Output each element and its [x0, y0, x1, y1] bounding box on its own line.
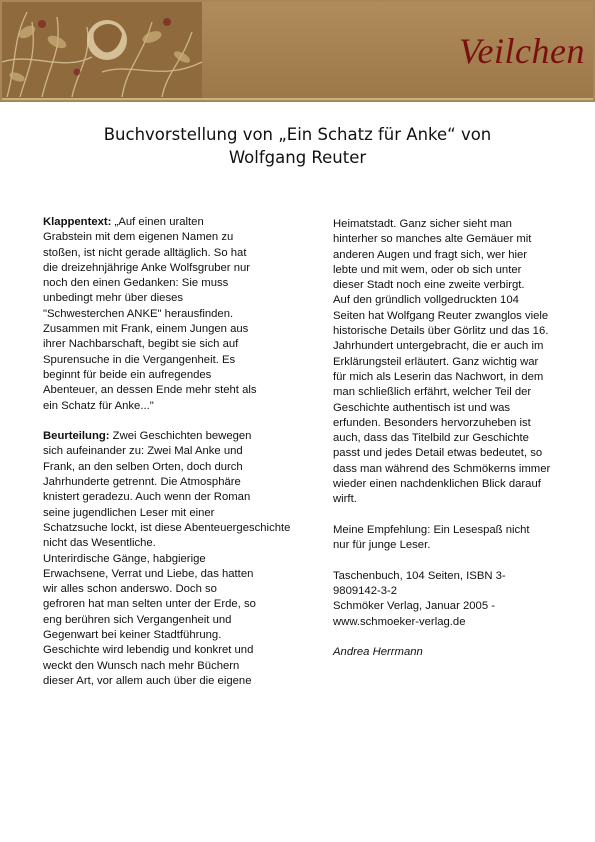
author-name: Andrea Herrmann: [333, 646, 423, 659]
review-line: wieder einen nachdenklichen Blick darauf: [333, 478, 541, 491]
klappentext-line: ein Schatz für Anke...": [43, 399, 154, 412]
banner-background: [2, 2, 593, 100]
review-line: Erklärungsteil erläutert. Ganz wichtig war: [333, 355, 539, 368]
beurteilung-line: Unterirdische Gänge, habgierige: [43, 552, 206, 565]
paragraph-gap: [43, 414, 321, 429]
review-line: anderen Augen und fragt sich, wer hier: [333, 248, 528, 261]
book-info-line: 9809142-3-2: [333, 585, 398, 598]
recommendation-line: nur für junge Leser.: [333, 539, 431, 552]
klappentext-line: Zusammen mit Frank, einem Jungen aus: [43, 323, 249, 336]
review-line: dieser Stadt noch eine zweite verbirgt.: [333, 279, 525, 292]
beurteilung-line: eng berühren sich Vergangenheit und: [43, 613, 232, 626]
header-banner: [0, 0, 595, 102]
klappentext-first-text: „Auf einen uralten: [111, 216, 204, 228]
review-line: historische Details über Görlitz und das 16.: [333, 325, 549, 338]
review-line: wirft.: [333, 493, 357, 506]
review-line: für mich als Leserin das Nachwort, in dem: [333, 370, 544, 383]
recommendation-line: Meine Empfehlung: Ein Lesespaß nicht: [333, 523, 530, 536]
review-line: Auf den gründlich vollgedruckten 104: [333, 294, 519, 307]
beurteilung-line: weckt den Wunsch nach mehr Büchern: [43, 659, 240, 672]
book-info-line: Taschenbuch, 104 Seiten, ISBN 3-: [333, 569, 506, 582]
right-column: [333, 217, 568, 661]
klappentext-first-line: [43, 215, 321, 230]
klappentext-line: Grabstein mit dem eigenen Namen zu: [43, 231, 234, 244]
klappentext-label: Klappentext:: [43, 216, 112, 228]
beurteilung-line: Schatzsuche lockt, ist diese Abenteuergeschichte: [43, 521, 291, 534]
beurteilung-line: Gegenwart bei keiner Stadtführung.: [43, 629, 222, 642]
left-column: [43, 215, 321, 689]
beurteilung-line: nicht das Wesentliche.: [43, 537, 156, 550]
klappentext-line: ihrer Nachbarschaft, begibt sie sich auf: [43, 338, 239, 351]
book-info-line: Schmöker Verlag, Januar 2005 -: [333, 600, 496, 613]
beurteilung-line: dieser Art, vor allem auch über die eigene: [43, 674, 252, 687]
beurteilung-line: Erwachsene, Verrat und Liebe, das hatten: [43, 567, 254, 580]
review-line: Jahrhundert untergebracht, die er auch im: [333, 340, 544, 353]
title-line-1: Buchvorstellung von „Ein Schatz für Anke“ von: [103, 125, 492, 144]
klappentext-line: Spurensuche in die Vergangenheit. Es: [43, 353, 236, 366]
beurteilung-line: sich aufeinander zu: Zwei Mal Anke und: [43, 445, 243, 458]
beurteilung-line: Jahrhunderte getrennt. Die Atmosphäre: [43, 476, 241, 489]
review-line: Seiten hat Wolfgang Reuter zwanglos viele: [333, 309, 549, 322]
klappentext-line: Abenteuer, an dessen Ende mehr steht als: [43, 384, 257, 397]
beurteilung-line: seine jugendlichen Leser mit einer: [43, 506, 215, 519]
brand-title: Veilchen: [459, 31, 585, 71]
beurteilung-first-text: Zwei Geschichten bewegen: [109, 430, 252, 443]
paragraph-gap: [333, 630, 568, 645]
review-line: man schließlich erfährt, welcher Teil der: [333, 386, 532, 399]
beurteilung-line: gefroren hat man selten unter der Erde, so: [43, 598, 256, 611]
beurteilung-line: Geschichte wird lebendig und konkret und: [43, 644, 254, 657]
review-line: erfunden. Besonders hervorzuheben ist: [333, 416, 531, 429]
review-line: lebte und mit wem, oder ob sich unter: [333, 263, 522, 276]
klappentext-line: "Schwesterchen ANKE" herausfinden.: [43, 307, 234, 320]
review-line: passt und jedes Detail etwas bedeutet, so: [333, 447, 543, 460]
paragraph-gap: [333, 554, 568, 569]
paragraph-gap: [333, 508, 568, 523]
klappentext-line: beginnt für beide ein aufregendes: [43, 368, 212, 381]
klappentext-line: noch den einen Gedanken: Sie muss: [43, 277, 229, 290]
beurteilung-line: wir alles schon anderswo. Doch so: [43, 583, 217, 596]
klappentext-line: stoßen, ist nicht gerade alltäglich. So hat: [43, 246, 247, 259]
page-title: [40, 123, 555, 169]
review-line: hinterher so manches alte Gemäuer mit: [333, 233, 532, 246]
beurteilung-line: knistert geradezu. Auch wenn der Roman: [43, 491, 251, 504]
beurteilung-first-line: [43, 429, 321, 444]
klappentext-line: die dreizehnjährige Anke Wolfsgruber nur: [43, 261, 251, 274]
beurteilung-label: Beurteilung:: [43, 430, 110, 443]
review-line: dass man während des Schmökerns immer: [333, 462, 551, 475]
book-info-line: www.schmoeker-verlag.de: [333, 615, 466, 628]
review-line: Geschichte authentisch ist und was: [333, 401, 511, 414]
title-line-2: Wolfgang Reuter: [228, 148, 367, 167]
klappentext-line: unbedingt mehr über dieses: [43, 292, 184, 305]
beurteilung-line: Frank, an den selben Orten, doch durch: [43, 460, 243, 473]
floral-illustration: [2, 2, 202, 98]
review-line: Heimatstadt. Ganz sicher sieht man: [333, 218, 512, 230]
review-line: auch, dass das Titelbild zur Geschichte: [333, 432, 529, 445]
